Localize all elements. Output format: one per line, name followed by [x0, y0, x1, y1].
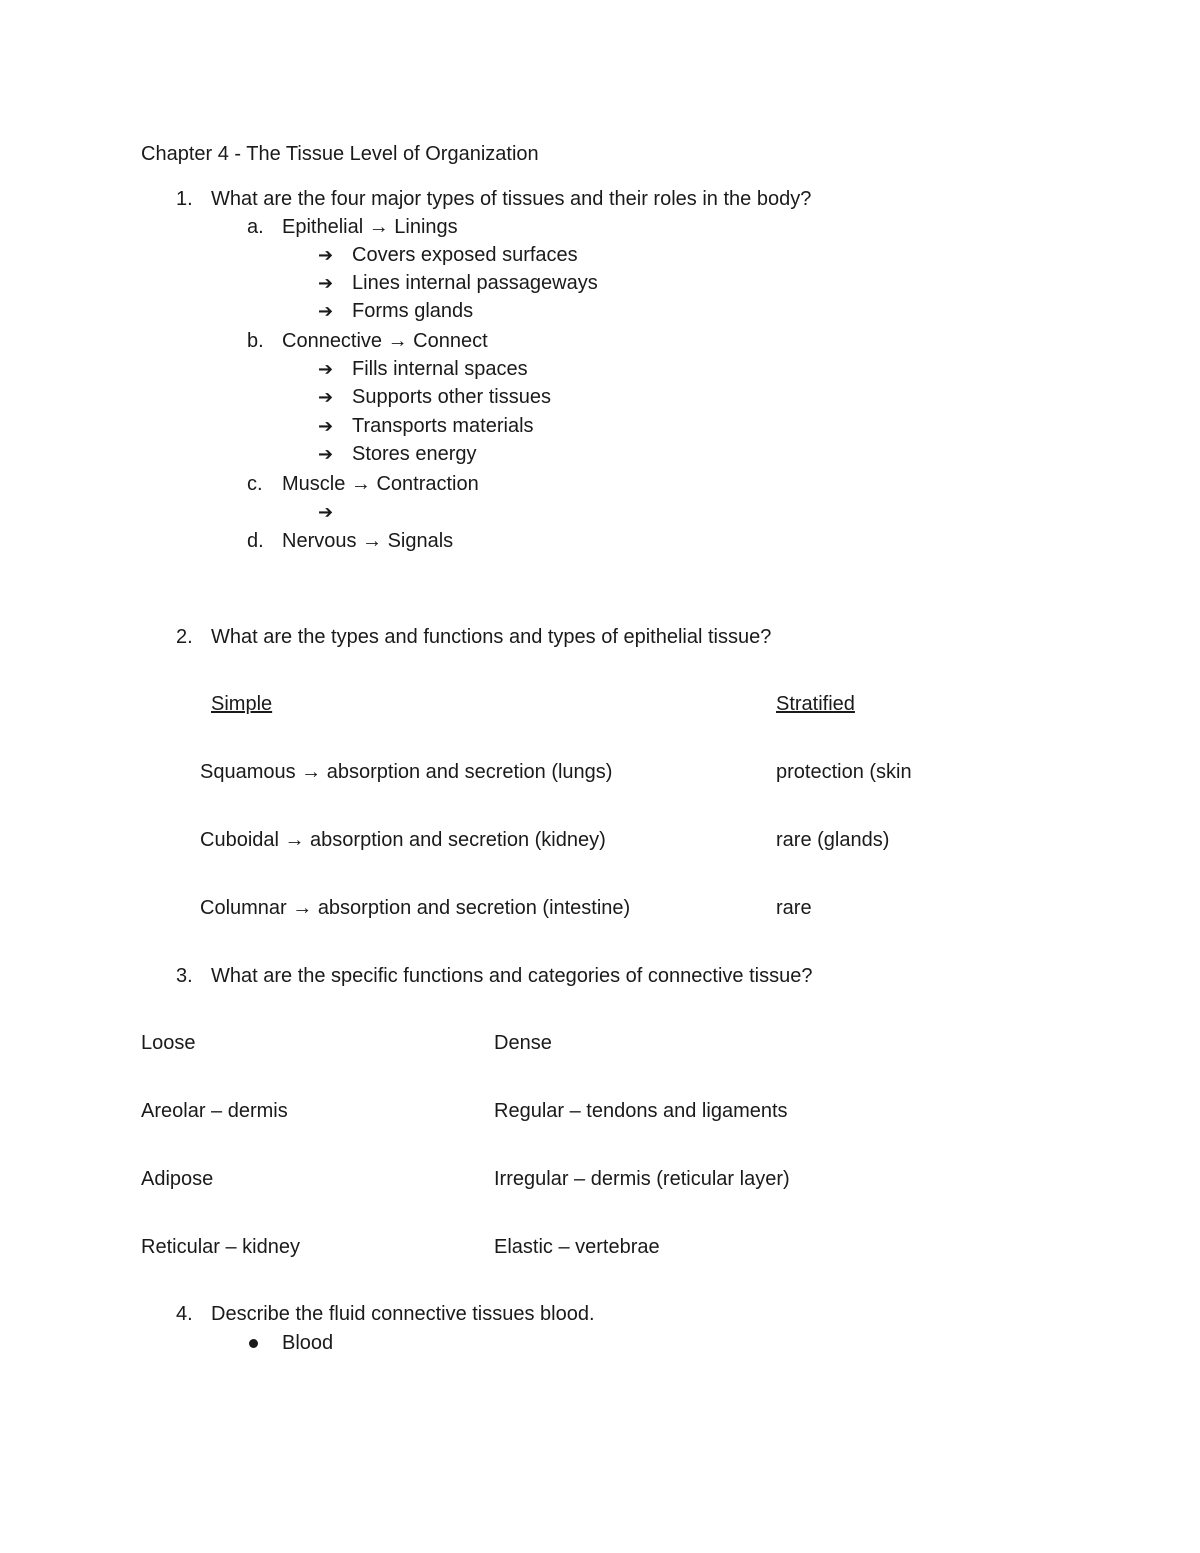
list-item: Blood	[282, 1332, 334, 1354]
arrow-right-icon: ➔	[318, 301, 334, 322]
arrow-right-icon: ➔	[318, 245, 334, 266]
q1-item-c-label: Muscle → Contraction	[282, 473, 479, 495]
arrow-right-icon: ➔	[318, 387, 334, 408]
q3-row-loose: Adipose	[141, 1168, 214, 1190]
q4-number: 4.	[176, 1303, 193, 1325]
arrow-right-icon: ➔	[318, 502, 334, 523]
q2-col1-header: Simple	[211, 693, 273, 715]
q3-row-dense: Irregular – dermis (reticular layer)	[494, 1168, 790, 1190]
arrow-right-icon: ➔	[318, 273, 334, 294]
list-item: Supports other tissues	[352, 386, 551, 408]
list-item: Forms glands	[352, 300, 474, 322]
q1-item-d-letter: d.	[247, 530, 264, 552]
arrow-right-icon: ➔	[318, 359, 334, 380]
arrow-right-icon: ➔	[318, 416, 334, 437]
q2-row-stratified: protection (skin	[776, 761, 912, 783]
q1-text: What are the four major types of tissues and their roles in the body?	[211, 188, 812, 210]
q3-text: What are the specific functions and categories of connective tissue?	[211, 965, 813, 987]
q1-item-b-letter: b.	[247, 330, 264, 352]
q1-item-a-label: Epithelial → Linings	[282, 216, 458, 238]
q1-number: 1.	[176, 188, 193, 210]
q1-item-d-label: Nervous → Signals	[282, 530, 454, 552]
q2-col2-header: Stratified	[776, 693, 855, 715]
q3-number: 3.	[176, 965, 193, 987]
bullet-icon	[249, 1339, 258, 1348]
q3-row-dense: Elastic – vertebrae	[494, 1236, 660, 1258]
list-item: Fills internal spaces	[352, 358, 528, 380]
list-item: Covers exposed surfaces	[352, 244, 578, 266]
list-item: Lines internal passageways	[352, 272, 598, 294]
list-item: Transports materials	[352, 415, 534, 437]
q2-row-stratified: rare	[776, 897, 812, 919]
q2-row-simple: Columnar → absorption and secretion (intestine)	[200, 897, 631, 919]
q2-text: What are the types and functions and types of epithelial tissue?	[211, 626, 772, 648]
q3-row-loose: Areolar – dermis	[141, 1100, 288, 1122]
page-title: Chapter 4 - The Tissue Level of Organization	[141, 143, 539, 165]
q1-item-a-letter: a.	[247, 216, 264, 238]
q2-number: 2.	[176, 626, 193, 648]
arrow-right-icon: ➔	[318, 444, 334, 465]
q4-text: Describe the fluid connective tissues blood.	[211, 1303, 595, 1325]
list-item: Stores energy	[352, 443, 477, 465]
q3-col1-header: Loose	[141, 1032, 196, 1054]
q2-row-stratified: rare (glands)	[776, 829, 890, 851]
q3-row-dense: Regular – tendons and ligaments	[494, 1100, 788, 1122]
q2-row-simple: Squamous → absorption and secretion (lungs)	[200, 761, 613, 783]
q1-item-c-letter: c.	[247, 473, 263, 495]
q1-item-b-label: Connective → Connect	[282, 330, 488, 352]
q3-col2-header: Dense	[494, 1032, 552, 1054]
q2-row-simple: Cuboidal → absorption and secretion (kidney)	[200, 829, 606, 851]
q3-row-loose: Reticular – kidney	[141, 1236, 300, 1258]
